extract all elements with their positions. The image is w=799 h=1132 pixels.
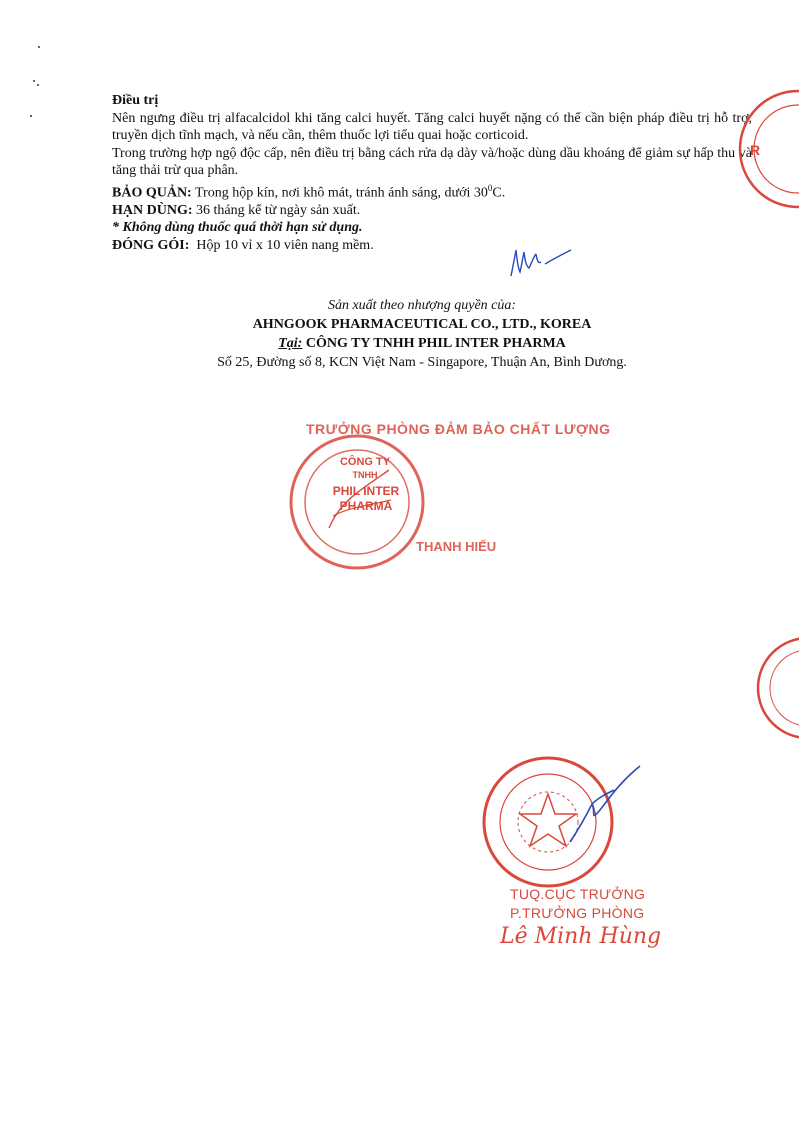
- treatment-heading: Điều trị: [112, 93, 159, 108]
- treatment-paragraph-2: Trong trường hợp ngộ độc cấp, nên điều trị bằng cách rửa dạ dày và/hoặc dùng dầu khoáng để giảm sự hấp thu và tăng thải trừ qua phân.: [112, 145, 752, 178]
- site-prefix: Tại:: [278, 336, 303, 351]
- margin-speck: [38, 46, 40, 48]
- seal-company-type: TNHH: [352, 470, 378, 480]
- authority-signatory-name: Lê Minh Hùng: [500, 924, 662, 949]
- seal-company-label: CÔNG TY: [339, 456, 391, 468]
- storage-line: [112, 180, 752, 202]
- treatment-paragraph-1: Nên ngưng điều trị alfacalcidol khi tăng calci huyết. Tăng calci huyết nặng có thể cần biện pháp điều trị hỗ trợ, truyền dịch tĩnh mạch, và nếu cần, thêm thuốc lợi tiểu quai hoặc corticoid.: [112, 110, 752, 143]
- qa-manager-title: TRƯỞNG PHÒNG ĐẢM BẢO CHẤT LƯỢNG: [306, 421, 611, 437]
- authority-title-2: P.TRƯỞNG PHÒNG: [510, 905, 645, 921]
- authority-title-1: TUQ.CỤC TRƯỞNG: [510, 886, 646, 902]
- partial-seal-right: [738, 632, 799, 744]
- expiry-warning: * Không dùng thuốc quá thời hạn sử dụng.: [112, 220, 363, 236]
- shelf-life-label: HẠN DÙNG:: [112, 202, 193, 218]
- site-address: Số 25, Đường số 8, KCN Việt Nam - Singapore, Thuận An, Bình Dương.: [217, 355, 627, 370]
- site-name: CÔNG TY TNHH PHIL INTER PHARMA: [302, 336, 566, 351]
- shelf-life-line: [112, 202, 752, 220]
- storage-degree: 0: [487, 182, 493, 193]
- initial-signature: [505, 242, 575, 282]
- seal-company-name-2: PHARMA: [339, 499, 393, 513]
- manufacturer-block: [112, 296, 732, 372]
- license-label: Sản xuất theo nhượng quyền của:: [327, 298, 517, 313]
- svg-text:R: R: [750, 142, 761, 158]
- document-body: [112, 92, 752, 254]
- packaging-text: Hộp 10 vỉ x 10 viên nang mềm.: [189, 237, 374, 253]
- licensor-name: AHNGOOK PHARMACEUTICAL CO., LTD., KOREA: [252, 317, 592, 332]
- packaging-label: ĐÓNG GÓI:: [112, 237, 190, 253]
- qa-manager-name: THANH HIẾU: [416, 539, 497, 554]
- seal-company-name-1: PHIL INTER: [332, 484, 400, 498]
- authority-signature: [560, 760, 650, 850]
- storage-unit: C.: [492, 185, 506, 201]
- shelf-life-text: 36 tháng kể từ ngày sản xuất.: [192, 202, 361, 218]
- packaging-line: [112, 237, 752, 255]
- storage-label: BẢO QUẢN:: [112, 185, 192, 201]
- margin-speck: [30, 115, 32, 117]
- manufacturing-site: [112, 334, 732, 353]
- margin-speck: [33, 80, 35, 82]
- storage-text: Trong hộp kín, nơi khô mát, tránh ánh sáng, dưới 30: [191, 185, 488, 201]
- margin-speck: [37, 84, 39, 86]
- partial-seal-top-right: [730, 85, 799, 215]
